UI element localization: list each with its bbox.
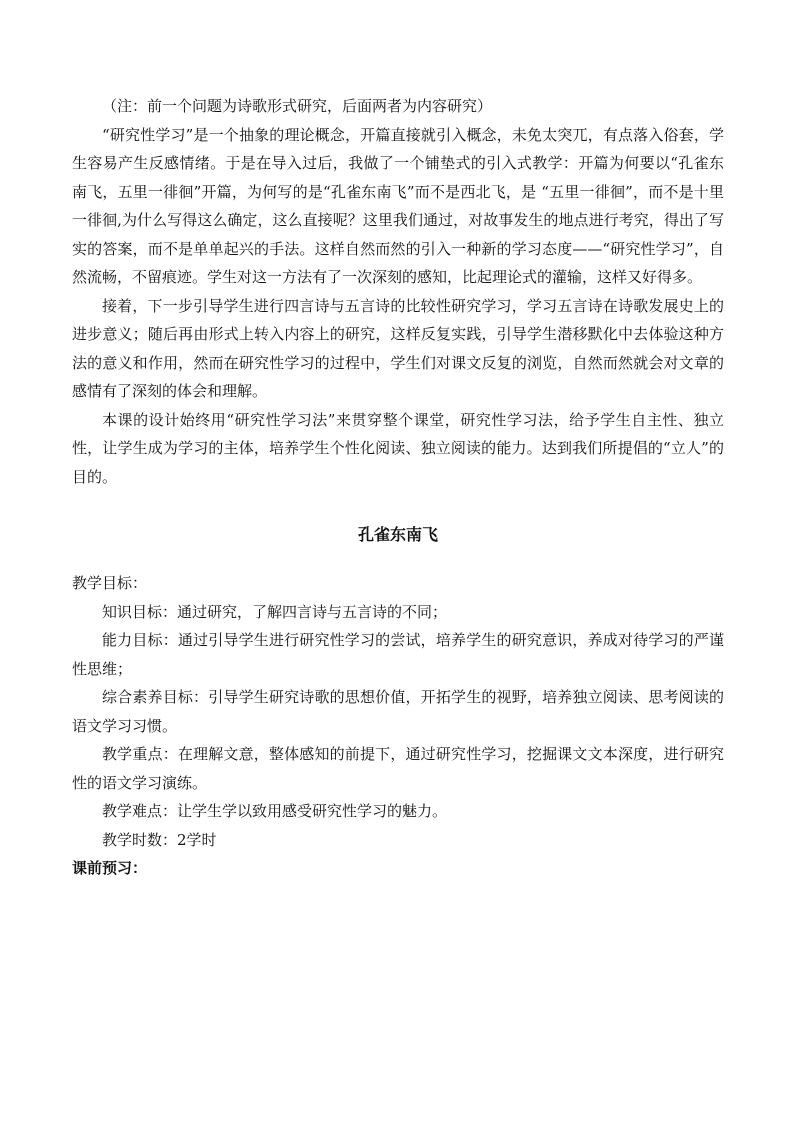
note-line: （注：前一个问题为诗歌形式研究，后面两者为内容研究） [102, 97, 493, 115]
objective-ability: 能力目标：通过引导学生进行研究性学习的尝试，培养学生的研究意识，养成对待学习的严谨性思维； [72, 631, 724, 678]
document-page [72, 92, 724, 883]
paragraph-method: 接着，下一步引导学生进行四言诗与五言诗的比较性研究学习，学习五言诗在诗歌发展史上的进步意义；随后再由形式上转入内容上的研究，这样反复实践，引导学生潜移默化中去体验这种方法的意义和作用，然而在研究性学习的过程中，学生们对课文反复的浏览，自然而然就会对文章的感情有了深刻的体会和理解。 [72, 296, 724, 400]
paragraph-intro: “研究性学习”是一个抽象的理论概念，开篇直接就引入概念，未免太突兀，有点落入俗套，学生容易产生反感情绪。于是在导入过后，我做了一个铺垫式的引入式教学：开篇为何要以“孔雀东南飞，五里一徘徊”开篇，为何写的是“孔雀东南飞”而不是西北飞，是 “五里一徘徊”，而不是十里一徘徊,为什么写得这么确定，这么直接呢？这里我们通过，对故事发生的地点进行考究，得出了写实的答案，而不是单单起兴的手法。这样自然而然的引入一种新的学习态度——“研究性学习”，自然流畅，不留痕迹。学生对这一方法有了一次深刻的感知，比起理论式的灌输，这样又好得多。 [72, 125, 724, 286]
teaching-difficulty: 教学难点：让学生学以致用感受研究性学习的魅力。 [102, 802, 448, 820]
objective-knowledge: 知识目标：通过研究，了解四言诗与五言诗的不同； [102, 602, 448, 621]
objectives-label: 教学目标： [72, 574, 148, 592]
objective-literacy: 综合素养目标：引导学生研究诗歌的思想价值，开拓学生的视野，培养独立阅读、思考阅读的语文学习习惯。 [72, 688, 724, 735]
section-title: 孔雀东南飞 [357, 525, 438, 544]
teaching-hours: 教学时数：2学时 [102, 830, 217, 849]
paragraph-summary: 本课的设计始终用“研究性学习法”来贯穿整个课堂，研究性学习法，给予学生自主性、独立性，让学生成为学习的主体，培养学生个性化阅读、独立阅读的能力。达到我们所提倡的“立人”的目的。 [72, 410, 724, 486]
preview-label: 课前预习： [72, 859, 148, 877]
teaching-focus: 教学重点：在理解文意，整体感知的前提下，通过研究性学习，挖掘课文文本深度，进行研究性的语文学习演练。 [72, 745, 724, 792]
